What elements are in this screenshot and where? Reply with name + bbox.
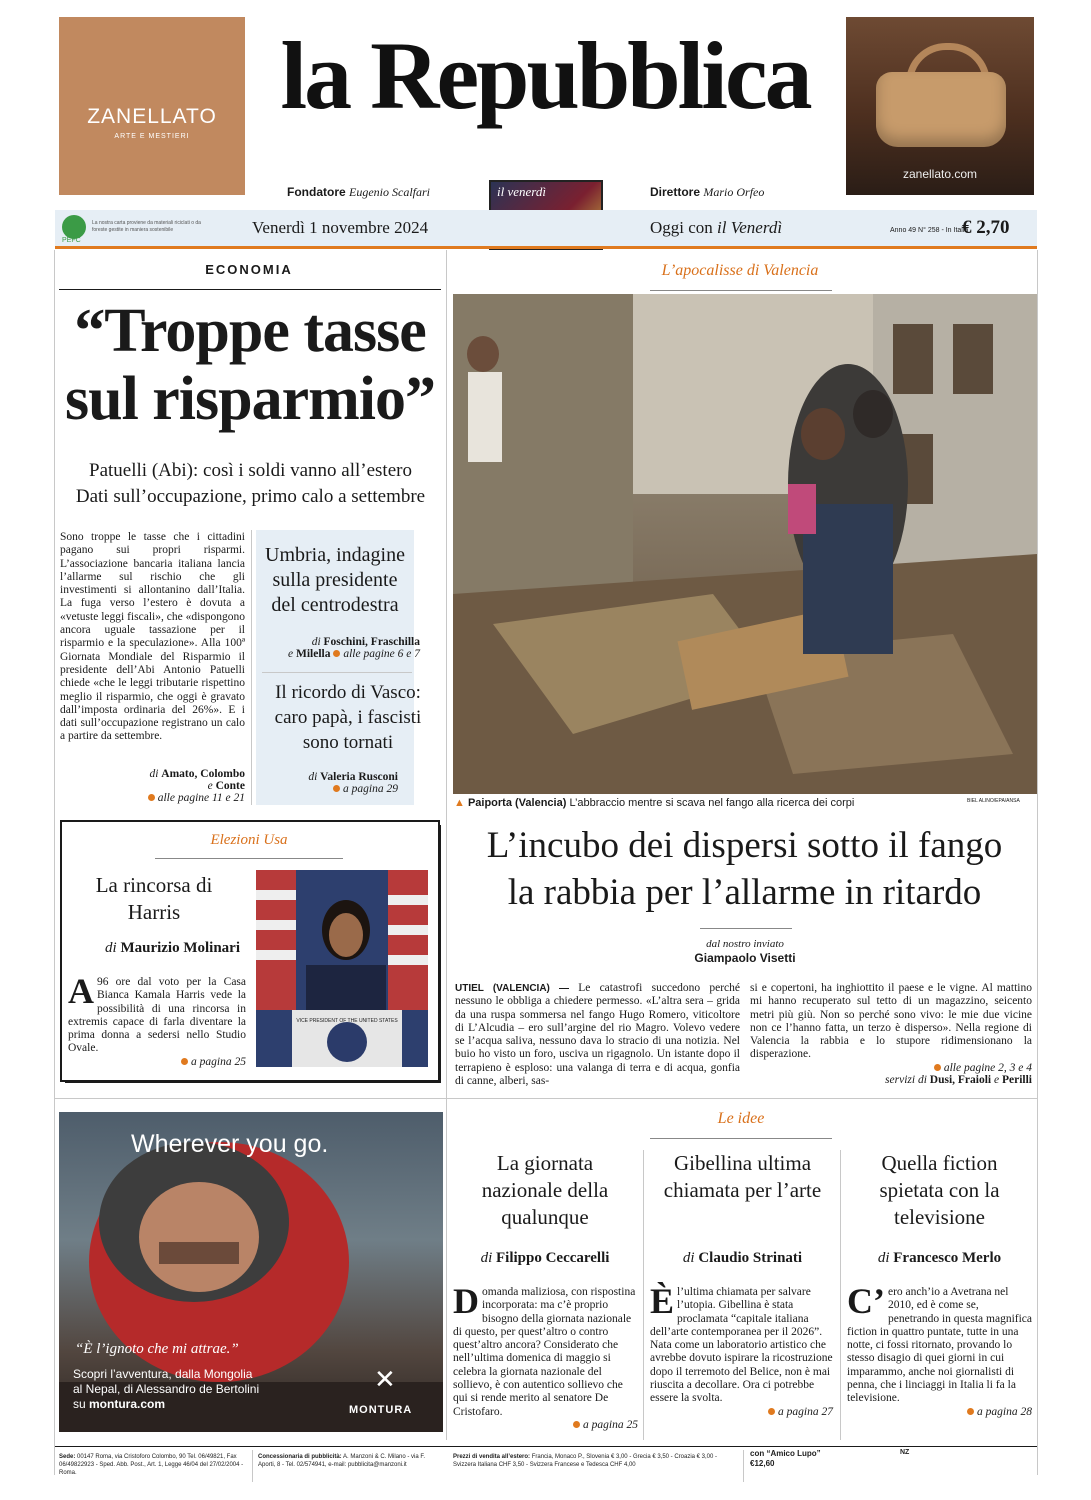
page-ref-dot-icon (148, 794, 155, 801)
montura-logo-icon: ✕ (374, 1364, 396, 1394)
zanellato-ad-left[interactable] (59, 17, 245, 195)
valencia-body-col2: si e copertoni, ha inghiottito il paese e le vigne. Al mattino mi hanno recuperato sul tetto di un magazzino, seicento metri più giù. Non so perché sono vivo: le mie due vicine non ce l’hanno fatta, un terzo è disperso». Nella regione di Valencia la rabbia e lo stupore ridimensionano la disperazione. (750, 982, 1032, 1061)
ad-brand: ZANELLATO (87, 105, 217, 128)
valencia-kicker: L’apocalisse di Valencia (661, 262, 819, 279)
page-ref-dot-icon (934, 1064, 941, 1071)
idee-byline-2: di Claudio Strinati (682, 1250, 803, 1266)
economia-divider (251, 530, 252, 805)
podium-label: VICE PRESIDENT OF THE UNITED STATES (296, 1018, 398, 1024)
idee-divider-2 (840, 1150, 841, 1440)
page-reference[interactable]: alle pagine 6 e 7 (343, 648, 420, 660)
column-divider (446, 250, 447, 1440)
idee-headline-2[interactable]: Gibellina ultima chiamata per l’arte (663, 1151, 822, 1202)
harris-photo[interactable] (256, 870, 428, 1067)
issue-number: Anno 49 N° 258 - In Italia (890, 227, 969, 234)
fold-rule (55, 1098, 1037, 1099)
issue-date: Venerdì 1 novembre 2024 (252, 218, 429, 237)
vasco-headline[interactable]: Il ricordo di Vasco: caro papà, i fascisti sono tornati (274, 682, 422, 753)
page-reference[interactable]: a pagina 25 (583, 1418, 638, 1431)
page-reference[interactable]: a pagina 27 (778, 1405, 833, 1418)
page-reference[interactable]: alle pagine 2, 3 e 4 (943, 1062, 1032, 1074)
harris-podium-image (256, 870, 428, 1067)
founder: Fondatore Eugenio Scalfari (287, 185, 431, 199)
page-ref-dot-icon (768, 1408, 775, 1415)
footer-divider (252, 1450, 253, 1482)
photo-caption: ▲ Paiporta (Valencia) L’abbraccio mentre si scava nel fango alla ricerca dei corpi (454, 797, 855, 809)
ad-subtitle: ARTE E MESTIERI (114, 133, 190, 140)
montura-ad[interactable] (59, 1112, 443, 1432)
idee-body-1: Domanda maliziosa, con rispostina incorporata: ma c’è proprio bisogno della giornata nazionale di questo, per quest’altro o contro quest’altro ancora? Considerato che nell’ultima domenica di maggio si celebra la giornata nazionale del sollievo, è con autentico sollievo che qui si rende merito al senatore De Cristofaro. a pagina 25 (453, 1281, 638, 1431)
ad-brand: MONTURA (349, 1404, 413, 1416)
kicker-rule (650, 290, 832, 291)
kicker-rule (155, 858, 343, 859)
footer-concessionaria: Concessionaria di pubblicità: A. Manzoni & C. Milano - via F. Aporti, 8 - Tel. 02/574941, e-mail: pubblicita@manzoni.it (258, 1454, 426, 1468)
ad-quote: “È l’ignoto che mi attrae.” (75, 1341, 239, 1357)
pefc-text: La nostra carta proviene da materiali riciclati o da foreste gestite in maniera sostenibile (92, 220, 201, 233)
valencia-flood-photo[interactable] (453, 294, 1037, 794)
correspondent-name: Giampaolo Visetti (694, 951, 796, 965)
idee-divider-1 (643, 1150, 644, 1440)
harris-headline[interactable]: La rincorsa di Harris (95, 873, 213, 924)
page-ref-dot-icon (333, 785, 340, 792)
idee-body-3: C’ ero anch’io a Avetrana nel 2010, ed è come se, penetrando in questa magnifica fiction in quattro puntate, tutte in una notte, ci fossi ritornato, provando lo stesso disagio di quei giorni in cui imparammo, anche noi giornalisti di penna, che i linciaggi in Italia li fa la televisione. a pagina 28 (847, 1281, 1033, 1418)
page-border-right (1037, 250, 1038, 1475)
idee-body-2: Èl’ultima chiamata per salvare l’utopia. Gibellina è stata proclamata “capitale italiana dell’arte contemporanea per il 2026”. Nata come un laboratorio artistico che avrebbe dovuto ispirare la ricostruzione dopo il terremoto del Belice, non è mai riuscita a decollare. Ora ci potrebbe essere la svolta. a pagina 27 (650, 1281, 833, 1418)
director: Direttore Mario Orfeo (650, 185, 765, 199)
kicker-rule (650, 1138, 832, 1139)
footer-nz: NZ (900, 1449, 910, 1456)
main-subhead: Patuelli (Abi): così i soldi vanno all’estero Dati sull’occupazione, primo calo a settembre (75, 460, 426, 507)
elezioni-kicker: Elezioni Usa (210, 832, 288, 848)
footer-amico-lupo: con “Amico Lupo” €12,60 (750, 1449, 821, 1468)
venerdi-supplement-thumbnail[interactable]: il venerdì (489, 180, 603, 250)
box-divider (262, 672, 412, 673)
page-ref-dot-icon (181, 1058, 188, 1065)
main-headline[interactable]: “Troppe tasse sul risparmio” (64, 297, 436, 433)
pefc-logo-icon (62, 215, 86, 239)
section-label: ECONOMIA (205, 262, 293, 277)
ad-tagline: Wherever you go. (131, 1130, 329, 1158)
section-rule (59, 289, 441, 290)
idee-kicker: Le idee (717, 1110, 765, 1127)
page-ref-dot-icon (573, 1421, 580, 1428)
page-reference[interactable]: alle pagine 11 e 21 (157, 792, 245, 804)
page-reference[interactable]: a pagina 29 (343, 783, 398, 795)
valencia-byline: alle pagine 2, 3 e 4 servizi di Dusi, Fraioli e Perilli (885, 1062, 1032, 1086)
idee-byline-3: di Francesco Merlo (877, 1250, 1002, 1266)
page-reference[interactable]: a pagina 25 (191, 1055, 246, 1068)
ad-copy: Scopri l’avventura, dalla Mongolia al Nepal, di Alessandro de Bertolini su montura.com (73, 1367, 260, 1411)
headline-rule (700, 928, 792, 929)
vasco-byline: di Valeria Rusconi a pagina 29 (308, 771, 398, 795)
harris-byline: di Maurizio Molinari (105, 940, 240, 956)
valencia-headline[interactable]: L’incubo dei dispersi sotto il fango la rabbia per l’allarme in ritardo (486, 825, 1003, 913)
idee-headline-1[interactable]: La giornata nazionale della qualunque (481, 1151, 609, 1229)
page-border-left (54, 250, 55, 1475)
bag-image (876, 72, 1006, 147)
idee-byline-1: di Filippo Ceccarelli (480, 1250, 610, 1266)
umbria-headline[interactable]: Umbria, indagine sulla presidente del centrodestra (265, 544, 405, 616)
zanellato-ad-right[interactable] (846, 17, 1034, 195)
newspaper-logo[interactable]: la Repubblica (280, 22, 810, 129)
photo-credit: BIEL ALINO/EPA/ANSA (967, 798, 1020, 804)
umbria-byline: di Foschini, Fraschilla e Milella alle pagine 6 e 7 (287, 636, 420, 660)
economia-byline: di Amato, Colombo e Conte alle pagine 11 e 21 (149, 768, 245, 804)
footer-rule (55, 1446, 1037, 1447)
page-ref-dot-icon (333, 650, 340, 657)
flood-scene-image (453, 294, 1037, 794)
page-ref-dot-icon (967, 1408, 974, 1415)
idee-headline-3[interactable]: Quella fiction spietata con la televisione (879, 1151, 1000, 1229)
economia-body: Sono troppe le tasse che i cittadini pagano sui propri risparmi. L’associazione bancaria italiana lancia l’allarme sul rischio che gli investimenti si allontanino dall’Italia. La fuga verso l’estero è dovuta a «vetuste leggi fiscali», che «dispongono ancora uguale tassazione per il risparmio e la speculazione». Alla 100ª Giornata Mondiale del Risparmio il presidente dell’Abi Antonio Patuelli chiede «che le leggi tributarie rispettino meglio il risparmio, che oggi è gravato dall’imposta ordinaria del 26%». E i dati sull’occupazione registrano un calo a partire da settembre. (60, 531, 245, 743)
footer-prezzi: Prezzi di vendita all’estero: Francia, Monaco P., Slovenia € 3,00 - Grecia € 3,50 - Croazia € 3,00 - Svizzera Italiana CHF 3,50 - Svizzera Francese e Tedesca CHF 4,00 (453, 1454, 718, 1468)
today-with: Oggi con il Venerdì (650, 218, 783, 237)
valencia-body-col1: UTIEL (VALENCIA) — Le catastrofi succedono perché nessuno le obbliga a chiedere permesso. «L’altra sera – grida da una ruspa sommersa nel fango Hugo Romero, viticoltore di L’Alcudia – ero sull’argine del rio Magro. Volevo vedere se l’acqua saliva, nessuno dava lo stracio di una notizia. Nel buio ho visto un foro, usciva un rigagnolo. Un istante dopo il terrapieno è esploso: una valanga di terra e di acqua, gonfia di canne, alberi, sas- (455, 982, 740, 1088)
dateline-accent-rule (55, 246, 1037, 249)
page-reference[interactable]: a pagina 28 (977, 1405, 1032, 1418)
footer-divider (743, 1450, 744, 1482)
harris-body: A 96 ore dal voto per la Casa Bianca Kamala Harris vede la possibilità di una rincorsa in extremis capace di farla diventare la prima donna a sedersi nello Studio Ovale. a pagina 25 (68, 971, 246, 1068)
from-correspondent: dal nostro inviato (706, 938, 784, 950)
pefc-label: PEFC (62, 237, 81, 244)
price: € 2,70 (962, 217, 1010, 238)
footer-sede: Sede: 00147 Roma, via Cristoforo Colombo, 90 Tel. 06/49821, Fax 06/49822923 - Sped. Abb. Post., Art. 1, Legge 46/04 del 27/02/2004 - Roma. (59, 1454, 244, 1476)
ad-url: zanellato.com (902, 167, 978, 181)
